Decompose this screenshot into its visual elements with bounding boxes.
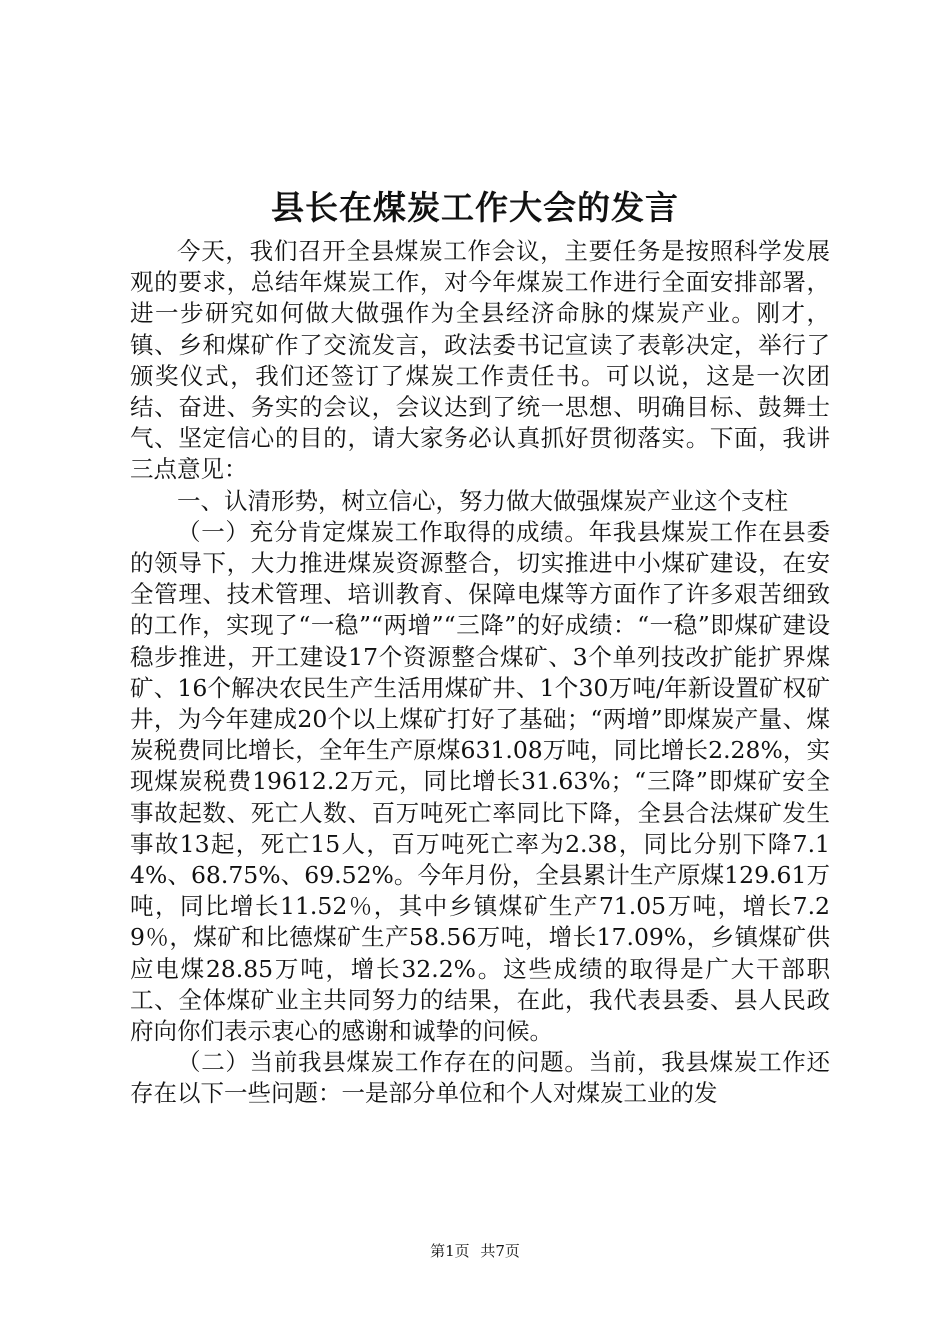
- paragraph-section-heading-1: 一、认清形势，树立信心，努力做大做强煤炭产业这个支柱: [177, 486, 788, 515]
- paragraph-problems: （二）当前我县煤炭工作存在的问题。当前，我县煤炭工作还存在以下一些问题：一是部分单位和个人对煤炭工业的发: [130, 1048, 830, 1108]
- paragraph-achievements: （一）充分肯定煤炭工作取得的成绩。年我县煤炭工作在县委的领导下，大力推进煤炭资源整合，切实推进中小煤矿建设，在安全管理、技术管理、培训教育、保障电煤等方面作了许多艰苦细致的工作，实现了“一稳”“两增”“三降”的好成绩：“一稳”即煤矿建设稳步推进，开工建设17个资源整合煤矿、3个单列技改扩能扩界煤矿、16个解决农民生产生活用煤矿井、1个30万吨/年新设置矿权矿井，为今年建成20个以上煤矿打好了基础；“两增”即煤炭产量、煤炭税费同比增长，全年生产原煤631.08万吨，同比增长2.28%，实现煤炭税费19612.2万元，同比增长31.63%；“三降”即煤矿安全事故起数、死亡人数、百万吨死亡率同比下降，全县合法煤矿发生事故13起，死亡15人，百万吨死亡率为2.38，同比分别下降7.14%、68.75%、69.52%。今年月份，全县累计生产原煤129.61万吨，同比增长11.52％，其中乡镇煤矿生产71.05万吨，增长7.29％，煤矿和比德煤矿生产58.56万吨，增长17.09%，乡镇煤矿供应电煤28.85万吨，增长32.2%。这些成绩的取得是广大干部职工、全体煤矿业主共同努力的结果，在此，我代表县委、县人民政府向你们表示衷心的感谢和诚挚的问候。: [130, 517, 830, 1046]
- paragraph-intro: 今天，我们召开全县煤炭工作会议，主要任务是按照科学发展观的要求，总结年煤炭工作，对今年煤炭工作进行全面安排部署，进一步研究如何做大做强作为全县经济命脉的煤炭产业。刚才，镇、乡和煤矿作了交流发言，政法委书记宣读了表彰决定，举行了颁奖仪式，我们还签订了煤炭工作责任书。可以说，这是一次团结、奋进、务实的会议，会议达到了统一思想、明确目标、鼓舞士气、坚定信心的目的，请大家务必认真抓好贯彻落实。下面，我讲三点意见：: [130, 237, 830, 484]
- page-total: 共7页: [480, 1242, 520, 1260]
- page-footer: [0, 1240, 950, 1262]
- document-title: 县长在煤炭工作大会的发言: [271, 188, 679, 227]
- document-body: [130, 236, 830, 1110]
- page-number: 第1页: [430, 1242, 470, 1260]
